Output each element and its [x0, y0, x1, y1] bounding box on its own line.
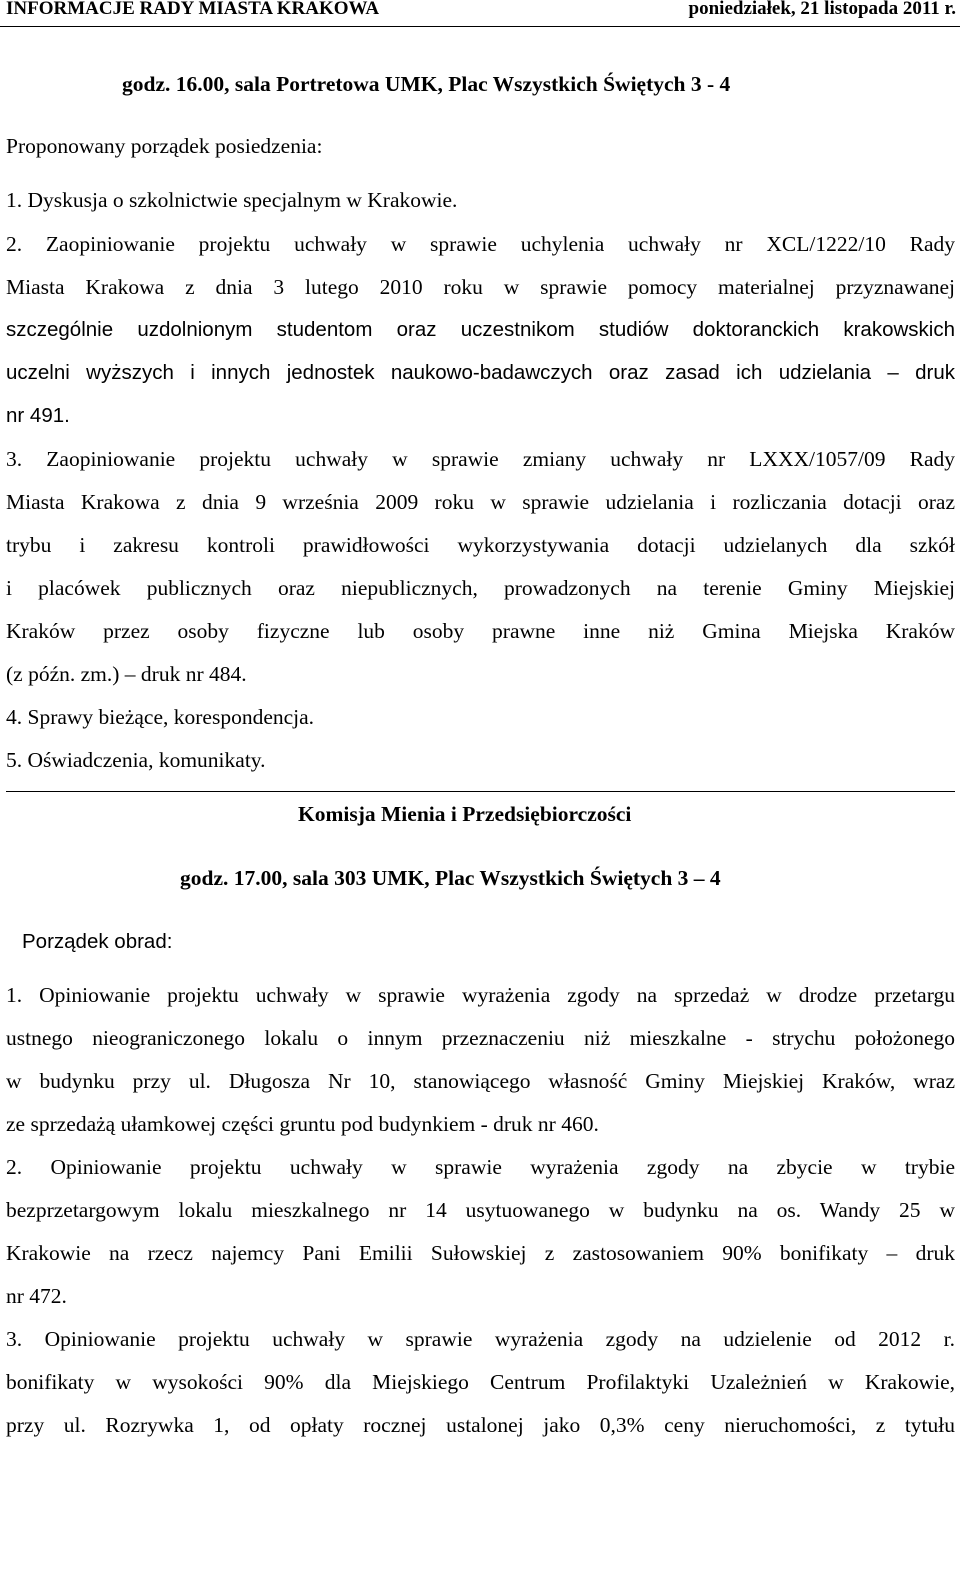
section1-item-4: 4. Sprawy bieżące, korespondencja. [6, 705, 315, 729]
section1-time-place: godz. 16.00, sala Portretowa UMK, Plac Wszystkich Świętych 3 - 4 [122, 72, 731, 96]
section2-item-1-line: 1. Opiniowanie projektu uchwały w sprawie wyrażenia zgody na sprzedaż w drodze przetargu [6, 983, 955, 1007]
section1-item-2-line: uczelni wyższych i innych jednostek naukowo-badawczych oraz zasad ich udzielania – druk [6, 361, 955, 384]
section2-item-2-line: nr 472. [6, 1284, 67, 1308]
section1-item-3-line: i placówek publicznych oraz niepublicznych, prowadzonych na terenie Gminy Miejskiej [6, 576, 955, 600]
section1-item-2-line: szczególnie uzdolnionym studentom oraz uczestnikom studiów doktoranckich krakowskich [6, 318, 955, 341]
section1-item-3-line: Miasta Krakowa z dnia 9 września 2009 roku w sprawie udzielania i rozliczania dotacji oraz [6, 490, 955, 514]
section1-item-2-line: 2. Zaopiniowanie projektu uchwały w sprawie uchylenia uchwały nr XCL/1222/10 Rady [6, 232, 955, 256]
section1-item-3-line: Kraków przez osoby fizyczne lub osoby prawne inne niż Gmina Miejska Kraków [6, 619, 955, 643]
section1-item-3-line: 3. Zaopiniowanie projektu uchwały w sprawie zmiany uchwały nr LXXX/1057/09 Rady [6, 447, 955, 471]
section2-item-3-line: bonifikaty w wysokości 90% dla Miejskiego Centrum Profilaktyki Uzależnień w Krakowie, [6, 1370, 955, 1394]
section-divider [6, 791, 955, 792]
section1-item-3-line: trybu i zakresu kontroli prawidłowości wykorzystywania dotacji udzielanych dla szkół [6, 533, 955, 557]
section2-time-place: godz. 17.00, sala 303 UMK, Plac Wszystkich Świętych 3 – 4 [180, 866, 721, 890]
section2-item-1-line: ze sprzedażą ułamkowej części gruntu pod budynkiem - druk nr 460. [6, 1112, 599, 1136]
header-date: poniedziałek, 21 listopada 2011 r. [688, 0, 956, 19]
page-header [0, 0, 960, 27]
section1-item-2-line: nr 491. [6, 404, 70, 427]
section2-item-2-line: 2. Opiniowanie projektu uchwały w sprawie wyrażenia zgody na zbycie w trybie [6, 1155, 955, 1179]
section2-item-2-line: Krakowie na rzecz najemcy Pani Emilii Sułowskiej z zastosowaniem 90% bonifikaty – druk [6, 1241, 955, 1265]
section2-item-3-line: 3. Opiniowanie projektu uchwały w sprawie wyrażenia zgody na udzielenie od 2012 r. [6, 1327, 955, 1351]
section1-agenda-label: Proponowany porządek posiedzenia: [6, 134, 323, 158]
section2-title: Komisja Mienia i Przedsiębiorczości [298, 802, 632, 826]
section1-item-2-line: Miasta Krakowa z dnia 3 lutego 2010 roku w sprawie pomocy materialnej przyznawanej [6, 275, 955, 299]
section1-item-1: 1. Dyskusja o szkolnictwie specjalnym w Krakowie. [6, 188, 458, 212]
section1-item-5: 5. Oświadczenia, komunikaty. [6, 748, 266, 772]
section2-item-1-line: w budynku przy ul. Długosza Nr 10, stanowiącego własność Gminy Miejskiej Kraków, wraz [6, 1069, 955, 1093]
header-publication-title: INFORMACJE RADY MIASTA KRAKOWA [6, 0, 380, 19]
section2-item-2-line: bezprzetargowym lokalu mieszkalnego nr 14 usytuowanego w budynku na os. Wandy 25 w [6, 1198, 955, 1222]
section2-agenda-label: Porządek obrad: [22, 930, 173, 953]
section2-item-3-line: przy ul. Rozrywka 1, od opłaty rocznej ustalonej jako 0,3% ceny nieruchomości, z tytułu [6, 1413, 955, 1437]
section2-item-1-line: ustnego nieograniczonego lokalu o innym przeznaczeniu niż mieszkalne - strychu położonego [6, 1026, 955, 1050]
section1-item-3-line: (z późn. zm.) – druk nr 484. [6, 662, 247, 686]
